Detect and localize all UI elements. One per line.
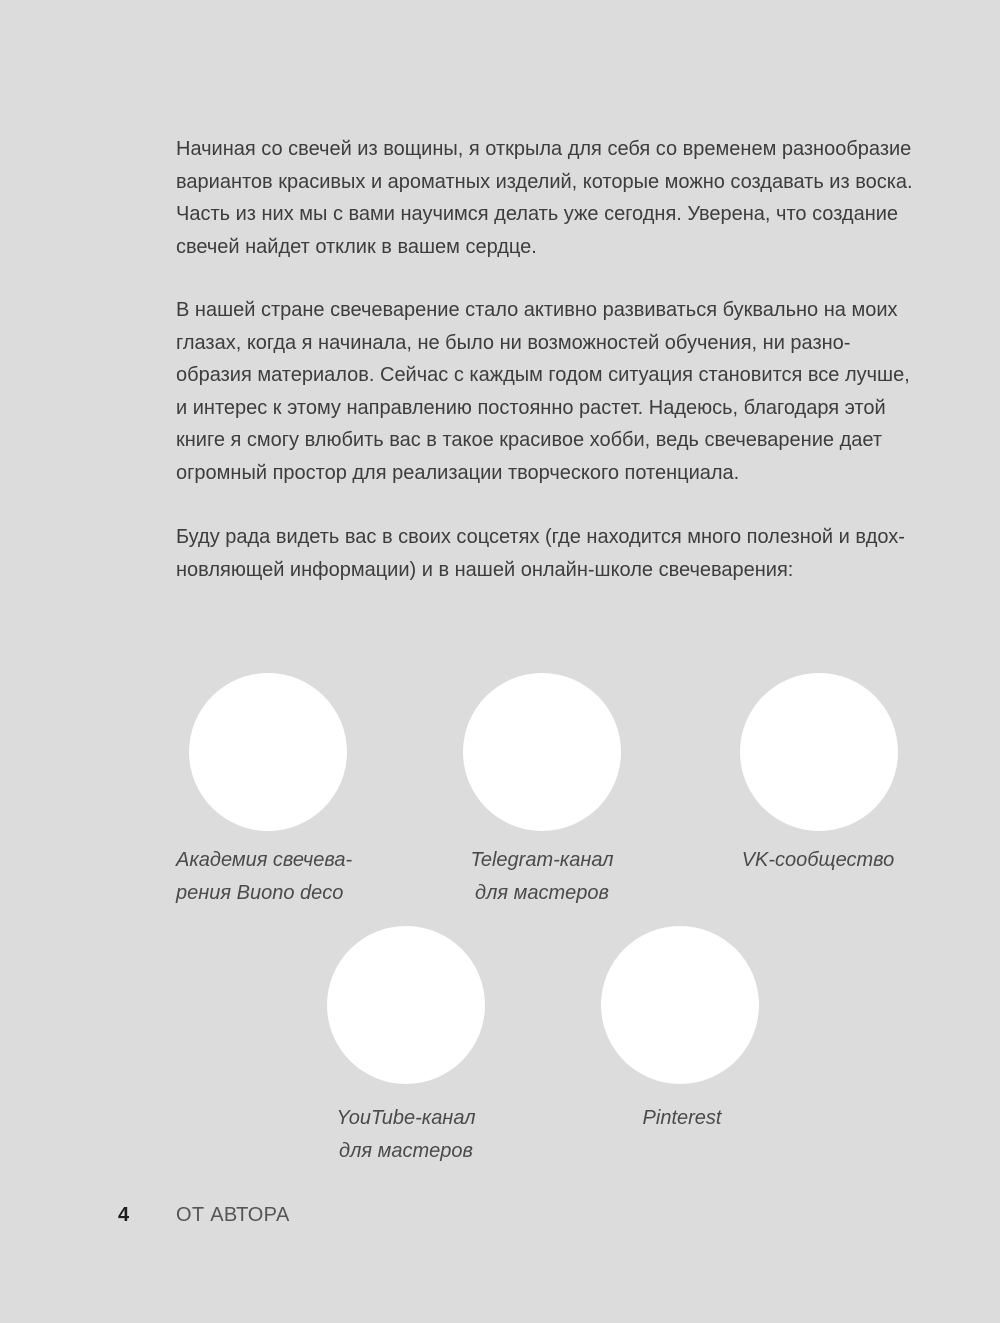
qr-code-youtube[interactable] [327,926,485,1084]
paragraph-intro: Начиная со свечей из вощины, я открыла для себя со временем разнообразие вариантов красивых и ароматных изделий, которые можно создавать из воска. Часть из них мы с вами научимся делать уже сегодня. Уверена, что создание свечей найдет отклик в вашем сердце. [176,138,913,258]
section-title: ОТ АВТОРА [176,1204,290,1226]
caption-vk: VK-сообщество [741,849,895,871]
qr-code-pinterest[interactable] [601,926,759,1084]
qr-code-academy[interactable] [189,673,347,831]
caption-academy: Академия свечева- рения Buono deco [176,849,353,904]
paragraph-socials: Буду рада видеть вас в своих соцсетях (где находится много полезной и вдох- новляющей информации) и в нашей онлайн-школе свечеварения: [176,526,905,581]
qr-code-telegram[interactable] [463,673,621,831]
qr-code-vk[interactable] [740,673,898,831]
caption-telegram: Telegram-канал для мастеров [470,849,614,904]
page-number: 4 [118,1204,130,1226]
caption-pinterest: Pinterest [642,1107,722,1129]
paragraph-history: В нашей стране свечеварение стало активно развиваться буквально на моих глазах, когда я начинала, не было ни возможностей обучения, ни разно- образия материалов. Сейчас с каждым годом ситуация становится все лучше, и интерес к этому направлению постоянно растет. Надеюсь, благодаря этой книге я смогу влюбить вас в такое красивое хобби, ведь свечеварение дает огромный простор для реализации творческого потенциала. [176,299,910,484]
caption-youtube: YouTube-канал для мастеров [336,1107,476,1162]
